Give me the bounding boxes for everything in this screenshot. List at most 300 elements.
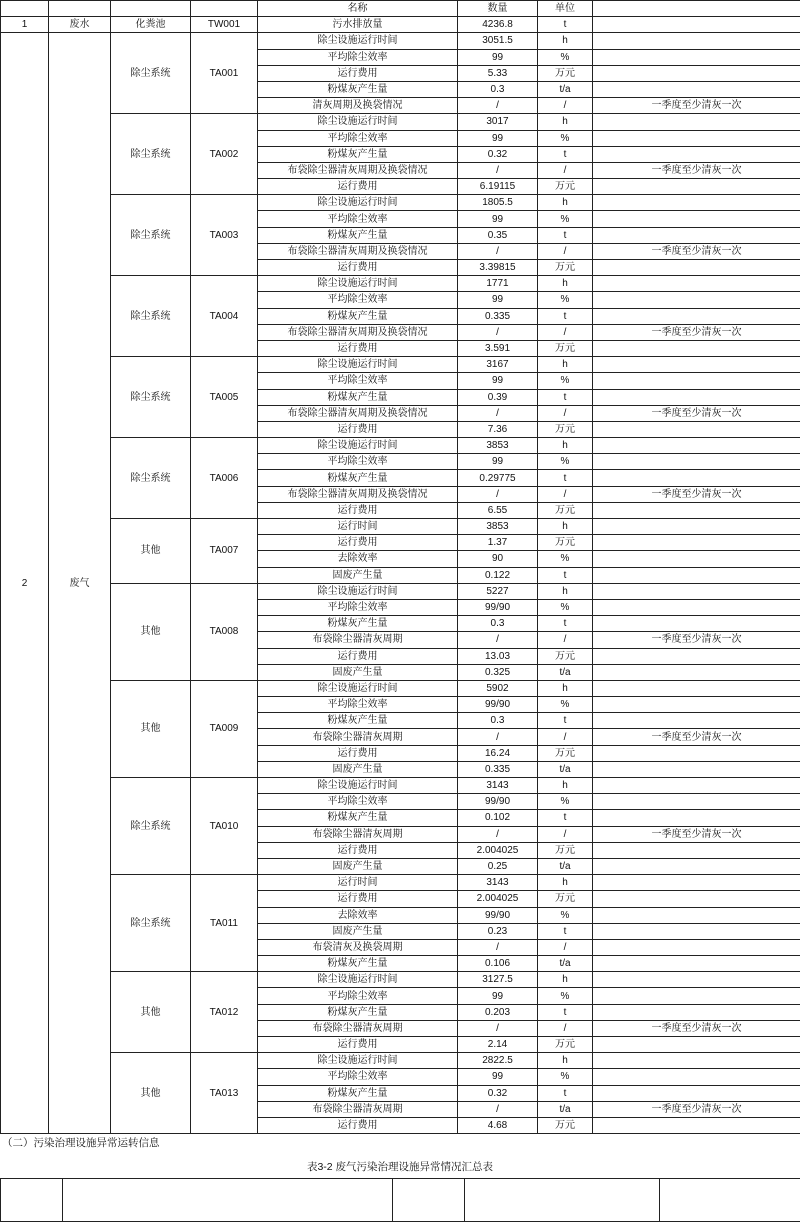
item-unit: % <box>538 907 593 923</box>
item-quantity: 99 <box>458 292 538 308</box>
item-remark <box>593 858 800 874</box>
item-remark <box>593 1069 800 1085</box>
item-remark: 一季度至少清灰一次 <box>593 486 800 502</box>
item-unit: 万元 <box>538 1117 593 1133</box>
item-unit: h <box>538 438 593 454</box>
item-remark: 一季度至少清灰一次 <box>593 162 800 178</box>
item-unit: % <box>538 130 593 146</box>
item-name: 除尘设施运行时间 <box>258 778 458 794</box>
item-quantity: 2.004025 <box>458 842 538 858</box>
item-remark <box>593 875 800 891</box>
item-unit: 万元 <box>538 502 593 518</box>
facility-name: 除尘系统 <box>111 114 191 195</box>
item-remark <box>593 114 800 130</box>
item-name: 粉煤灰产生量 <box>258 810 458 826</box>
item-quantity: 99 <box>458 1069 538 1085</box>
item-name: 布袋除尘器清灰周期 <box>258 632 458 648</box>
item-unit: t <box>538 810 593 826</box>
item-remark <box>593 567 800 583</box>
item-name: 粉煤灰产生量 <box>258 616 458 632</box>
item-quantity: 3.39815 <box>458 260 538 276</box>
item-quantity: 2.004025 <box>458 891 538 907</box>
item-remark <box>593 842 800 858</box>
facility-code: TW001 <box>191 17 258 33</box>
item-quantity: 0.3 <box>458 616 538 632</box>
item-quantity: 99/90 <box>458 907 538 923</box>
item-quantity: 1805.5 <box>458 195 538 211</box>
item-quantity: 4236.8 <box>458 17 538 33</box>
item-name: 运行费用 <box>258 421 458 437</box>
item-name: 运行费用 <box>258 842 458 858</box>
item-unit: / <box>538 729 593 745</box>
item-remark <box>593 551 800 567</box>
item-unit: h <box>538 583 593 599</box>
item-name: 固废产生量 <box>258 664 458 680</box>
item-name: 运行费用 <box>258 1117 458 1133</box>
item-remark <box>593 1037 800 1053</box>
item-unit: % <box>538 454 593 470</box>
item-remark <box>593 907 800 923</box>
item-name: 运行费用 <box>258 745 458 761</box>
item-remark <box>593 761 800 777</box>
facility-name: 除尘系统 <box>111 438 191 519</box>
item-name: 运行费用 <box>258 502 458 518</box>
item-unit: t/a <box>538 761 593 777</box>
item-name: 运行费用 <box>258 179 458 195</box>
item-quantity: 99 <box>458 211 538 227</box>
item-quantity: 99 <box>458 454 538 470</box>
item-name: 粉煤灰产生量 <box>258 1085 458 1101</box>
item-quantity: 0.203 <box>458 1004 538 1020</box>
item-unit: % <box>538 794 593 810</box>
table-row <box>1 195 800 211</box>
table-row <box>1 519 800 535</box>
table2-caption: 表3-2 废气污染治理设施异常情况汇总表 <box>0 1159 800 1174</box>
item-quantity: / <box>458 324 538 340</box>
item-unit: 万元 <box>538 260 593 276</box>
item-unit: t <box>538 616 593 632</box>
item-name: 布袋除尘器清灰周期 <box>258 1101 458 1117</box>
item-unit: % <box>538 697 593 713</box>
item-unit: t <box>538 713 593 729</box>
item-unit: h <box>538 972 593 988</box>
facility-code: TA004 <box>191 276 258 357</box>
item-quantity: / <box>458 632 538 648</box>
facility-name: 除尘系统 <box>111 357 191 438</box>
item-remark: 一季度至少清灰一次 <box>593 405 800 421</box>
item-quantity: 13.03 <box>458 648 538 664</box>
item-unit: 万元 <box>538 648 593 664</box>
item-name: 布袋除尘器清灰周期及换袋情况 <box>258 324 458 340</box>
item-remark <box>593 17 800 33</box>
item-name: 粉煤灰产生量 <box>258 389 458 405</box>
item-name: 平均除尘效率 <box>258 49 458 65</box>
facility-code: TA001 <box>191 33 258 114</box>
facility-code: TA007 <box>191 519 258 584</box>
item-quantity: / <box>458 162 538 178</box>
item-quantity: 3127.5 <box>458 972 538 988</box>
item-quantity: / <box>458 1101 538 1117</box>
item-quantity: 99 <box>458 373 538 389</box>
item-name: 布袋除尘器清灰周期 <box>258 1020 458 1036</box>
item-unit: / <box>538 405 593 421</box>
item-name: 固废产生量 <box>258 761 458 777</box>
item-unit: t <box>538 1085 593 1101</box>
facility-code: TA013 <box>191 1053 258 1134</box>
item-name: 平均除尘效率 <box>258 599 458 615</box>
item-name: 污水排放量 <box>258 17 458 33</box>
item-unit: / <box>538 162 593 178</box>
item-quantity: 99 <box>458 130 538 146</box>
item-unit: 万元 <box>538 179 593 195</box>
item-unit: h <box>538 519 593 535</box>
item-unit: / <box>538 324 593 340</box>
item-remark <box>593 146 800 162</box>
item-name: 运行费用 <box>258 340 458 356</box>
facility-name: 其他 <box>111 680 191 777</box>
item-quantity: 0.325 <box>458 664 538 680</box>
item-unit: t <box>538 470 593 486</box>
table-row <box>1 680 800 696</box>
item-name: 平均除尘效率 <box>258 130 458 146</box>
table-row <box>1 1053 800 1069</box>
item-unit: % <box>538 292 593 308</box>
section-note: （二）污染治理设施异常运转信息 <box>2 1135 160 1150</box>
item-quantity: 0.122 <box>458 567 538 583</box>
item-remark: 一季度至少清灰一次 <box>593 632 800 648</box>
item-unit: t/a <box>538 858 593 874</box>
item-quantity: 3853 <box>458 438 538 454</box>
item-quantity: 0.35 <box>458 227 538 243</box>
item-unit: % <box>538 599 593 615</box>
item-quantity: 99/90 <box>458 697 538 713</box>
item-remark <box>593 923 800 939</box>
item-unit: % <box>538 551 593 567</box>
item-name: 布袋清灰及换袋周期 <box>258 939 458 955</box>
item-name: 粉煤灰产生量 <box>258 1004 458 1020</box>
table-row <box>1 114 800 130</box>
item-quantity: 99/90 <box>458 599 538 615</box>
item-quantity: 1771 <box>458 276 538 292</box>
facility-name: 化粪池 <box>111 17 191 33</box>
item-unit: t <box>538 389 593 405</box>
item-remark <box>593 470 800 486</box>
facility-code: TA012 <box>191 972 258 1053</box>
item-remark <box>593 502 800 518</box>
item-quantity: 3853 <box>458 519 538 535</box>
item-name: 粉煤灰产生量 <box>258 470 458 486</box>
item-name: 平均除尘效率 <box>258 1069 458 1085</box>
item-name: 除尘设施运行时间 <box>258 972 458 988</box>
item-unit: t <box>538 146 593 162</box>
item-quantity: / <box>458 729 538 745</box>
item-quantity: 3167 <box>458 357 538 373</box>
item-quantity: 0.106 <box>458 956 538 972</box>
item-unit: 万元 <box>538 842 593 858</box>
item-name: 粉煤灰产生量 <box>258 713 458 729</box>
item-unit: h <box>538 357 593 373</box>
facility-name: 除尘系统 <box>111 875 191 972</box>
item-remark <box>593 340 800 356</box>
item-name: 固废产生量 <box>258 923 458 939</box>
item-name: 除尘设施运行时间 <box>258 114 458 130</box>
item-unit: % <box>538 49 593 65</box>
item-name: 除尘设施运行时间 <box>258 357 458 373</box>
item-quantity: 16.24 <box>458 745 538 761</box>
item-name: 运行费用 <box>258 260 458 276</box>
item-quantity: 0.29775 <box>458 470 538 486</box>
item-remark <box>593 357 800 373</box>
item-name: 去除效率 <box>258 551 458 567</box>
table-row <box>1 583 800 599</box>
item-quantity: / <box>458 1020 538 1036</box>
item-remark: 一季度至少清灰一次 <box>593 1101 800 1117</box>
item-remark: 一季度至少清灰一次 <box>593 324 800 340</box>
item-unit: h <box>538 680 593 696</box>
item-quantity: 6.55 <box>458 502 538 518</box>
item-unit: h <box>538 778 593 794</box>
table-row <box>1 438 800 454</box>
table-row <box>1 17 800 33</box>
item-remark <box>593 794 800 810</box>
item-unit: h <box>538 276 593 292</box>
item-unit: 万元 <box>538 535 593 551</box>
item-quantity: 0.25 <box>458 858 538 874</box>
item-remark <box>593 33 800 49</box>
item-name: 平均除尘效率 <box>258 292 458 308</box>
facility-code: TA011 <box>191 875 258 972</box>
item-quantity: 4.68 <box>458 1117 538 1133</box>
item-remark <box>593 454 800 470</box>
item-name: 除尘设施运行时间 <box>258 438 458 454</box>
item-quantity: 3143 <box>458 875 538 891</box>
item-remark: 一季度至少清灰一次 <box>593 1020 800 1036</box>
header-quantity: 数量 <box>458 1 538 17</box>
item-unit: % <box>538 211 593 227</box>
facility-name: 其他 <box>111 519 191 584</box>
item-quantity: 5902 <box>458 680 538 696</box>
facility-name: 除尘系统 <box>111 276 191 357</box>
item-name: 除尘设施运行时间 <box>258 583 458 599</box>
item-remark <box>593 227 800 243</box>
pollutant-type: 废水 <box>49 17 111 33</box>
item-unit: t <box>538 17 593 33</box>
item-quantity: 3143 <box>458 778 538 794</box>
facility-code: TA010 <box>191 778 258 875</box>
item-quantity: / <box>458 486 538 502</box>
item-quantity: 0.3 <box>458 81 538 97</box>
item-quantity: 0.102 <box>458 810 538 826</box>
item-unit: % <box>538 1069 593 1085</box>
item-name: 运行费用 <box>258 535 458 551</box>
pollutant-type: 废气 <box>49 33 111 1134</box>
item-quantity: 0.23 <box>458 923 538 939</box>
item-quantity: 1.37 <box>458 535 538 551</box>
item-unit: / <box>538 1020 593 1036</box>
item-remark <box>593 810 800 826</box>
item-quantity: 0.3 <box>458 713 538 729</box>
facility-name: 其他 <box>111 583 191 680</box>
item-name: 除尘设施运行时间 <box>258 276 458 292</box>
facility-name: 除尘系统 <box>111 778 191 875</box>
item-remark: 一季度至少清灰一次 <box>593 826 800 842</box>
item-remark <box>593 664 800 680</box>
item-unit: 万元 <box>538 340 593 356</box>
item-unit: h <box>538 875 593 891</box>
item-unit: / <box>538 632 593 648</box>
item-unit: / <box>538 826 593 842</box>
item-quantity: 3.591 <box>458 340 538 356</box>
item-remark <box>593 81 800 97</box>
item-unit: / <box>538 243 593 259</box>
item-name: 布袋除尘器清灰周期及换袋情况 <box>258 243 458 259</box>
header-unit: 单位 <box>538 1 593 17</box>
item-quantity: 2822.5 <box>458 1053 538 1069</box>
item-name: 平均除尘效率 <box>258 454 458 470</box>
row-number: 1 <box>1 17 49 33</box>
item-unit: t/a <box>538 664 593 680</box>
item-quantity: 99 <box>458 49 538 65</box>
facility-name: 其他 <box>111 1053 191 1134</box>
item-remark <box>593 956 800 972</box>
item-unit: h <box>538 1053 593 1069</box>
item-remark <box>593 438 800 454</box>
item-remark: 一季度至少清灰一次 <box>593 243 800 259</box>
item-name: 除尘设施运行时间 <box>258 33 458 49</box>
item-remark: 一季度至少清灰一次 <box>593 729 800 745</box>
item-name: 平均除尘效率 <box>258 794 458 810</box>
item-name: 固废产生量 <box>258 567 458 583</box>
item-name: 粉煤灰产生量 <box>258 308 458 324</box>
item-name: 布袋除尘器清灰周期及换袋情况 <box>258 486 458 502</box>
item-unit: t <box>538 308 593 324</box>
item-name: 运行费用 <box>258 1037 458 1053</box>
item-name: 平均除尘效率 <box>258 373 458 389</box>
item-remark <box>593 421 800 437</box>
item-name: 去除效率 <box>258 907 458 923</box>
item-unit: t/a <box>538 956 593 972</box>
item-quantity: 0.39 <box>458 389 538 405</box>
item-remark <box>593 389 800 405</box>
item-unit: t <box>538 567 593 583</box>
item-unit: h <box>538 195 593 211</box>
item-quantity: 0.335 <box>458 761 538 777</box>
table-header-row <box>1 1 800 17</box>
item-remark <box>593 680 800 696</box>
item-remark <box>593 778 800 794</box>
item-remark <box>593 519 800 535</box>
item-remark <box>593 276 800 292</box>
item-remark <box>593 373 800 389</box>
item-quantity: 6.19115 <box>458 179 538 195</box>
item-name: 布袋除尘器清灰周期 <box>258 729 458 745</box>
item-unit: 万元 <box>538 421 593 437</box>
table-row <box>1 972 800 988</box>
item-quantity: / <box>458 826 538 842</box>
item-remark <box>593 713 800 729</box>
item-remark <box>593 260 800 276</box>
item-remark <box>593 599 800 615</box>
item-remark <box>593 195 800 211</box>
item-unit: t/a <box>538 81 593 97</box>
item-quantity: 0.32 <box>458 146 538 162</box>
item-remark <box>593 745 800 761</box>
item-unit: / <box>538 486 593 502</box>
item-unit: t <box>538 923 593 939</box>
table-row <box>1 33 800 49</box>
item-quantity: 5227 <box>458 583 538 599</box>
item-name: 粉煤灰产生量 <box>258 146 458 162</box>
item-remark <box>593 1117 800 1133</box>
item-name: 除尘设施运行时间 <box>258 680 458 696</box>
item-quantity: 99/90 <box>458 794 538 810</box>
item-remark <box>593 988 800 1004</box>
item-remark <box>593 1004 800 1020</box>
item-quantity: 3017 <box>458 114 538 130</box>
item-unit: 万元 <box>538 745 593 761</box>
item-unit: 万元 <box>538 891 593 907</box>
item-name: 运行费用 <box>258 891 458 907</box>
item-remark <box>593 697 800 713</box>
table-row <box>1 778 800 794</box>
item-remark <box>593 179 800 195</box>
item-unit: % <box>538 988 593 1004</box>
item-quantity: / <box>458 939 538 955</box>
facility-name: 其他 <box>111 972 191 1053</box>
item-remark <box>593 535 800 551</box>
item-remark <box>593 1053 800 1069</box>
item-remark <box>593 583 800 599</box>
item-quantity: / <box>458 98 538 114</box>
facility-code: TA003 <box>191 195 258 276</box>
item-unit: % <box>538 373 593 389</box>
item-name: 固废产生量 <box>258 858 458 874</box>
facility-name: 除尘系统 <box>111 33 191 114</box>
item-name: 除尘设施运行时间 <box>258 195 458 211</box>
item-quantity: 3051.5 <box>458 33 538 49</box>
item-quantity: 7.36 <box>458 421 538 437</box>
item-unit: t/a <box>538 1101 593 1117</box>
item-quantity: 90 <box>458 551 538 567</box>
item-remark <box>593 130 800 146</box>
item-remark <box>593 972 800 988</box>
item-unit: 万元 <box>538 1037 593 1053</box>
item-unit: / <box>538 98 593 114</box>
table-row <box>1 357 800 373</box>
item-quantity: / <box>458 243 538 259</box>
item-remark <box>593 65 800 81</box>
item-name: 运行费用 <box>258 65 458 81</box>
abnormal-summary-table <box>0 1178 800 1222</box>
item-remark <box>593 616 800 632</box>
item-name: 运行费用 <box>258 648 458 664</box>
item-remark: 一季度至少清灰一次 <box>593 98 800 114</box>
item-name: 除尘设施运行时间 <box>258 1053 458 1069</box>
item-unit: t <box>538 1004 593 1020</box>
table-row <box>1 875 800 891</box>
item-name: 粉煤灰产生量 <box>258 227 458 243</box>
item-remark <box>593 939 800 955</box>
facility-code: TA008 <box>191 583 258 680</box>
facility-code: TA005 <box>191 357 258 438</box>
item-remark <box>593 292 800 308</box>
item-unit: 万元 <box>538 65 593 81</box>
item-name: 布袋除尘器清灰周期及换袋情况 <box>258 405 458 421</box>
item-name: 平均除尘效率 <box>258 988 458 1004</box>
facility-code: TA009 <box>191 680 258 777</box>
item-remark <box>593 211 800 227</box>
item-unit: t <box>538 227 593 243</box>
